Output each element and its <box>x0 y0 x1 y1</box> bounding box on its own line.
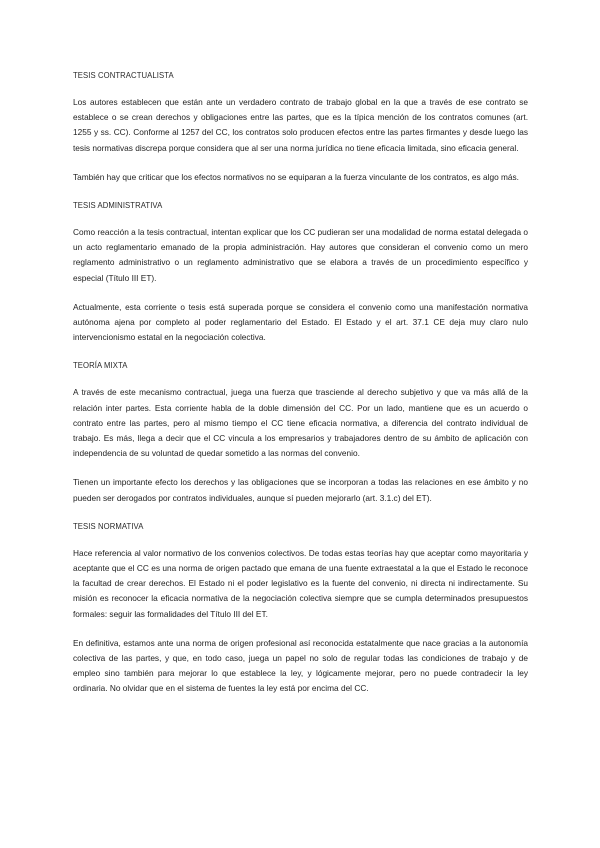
paragraph: Como reacción a la tesis contractual, intentan explicar que los CC pudieran ser una modalidad de norma estatal delegada o un acto reglamentario emanado de la propia administración. Hay autores que consideran el convenio como un mero reglamento administrativo o un reglamento administrativo que se elabora a través de un procedimiento específico y especial (Título III ET). <box>73 227 528 283</box>
paragraph: En definitiva, estamos ante una norma de origen profesional así reconocida estatalmente que nace gracias a la autonomía colectiva de las partes, y que, en todo caso, juega un papel no solo de regular todas las condiciones de trabajo y de empleo sino también para mejorar lo que establece la ley, y lógicamente mejorar, pero no puede contradecir la ley ordinaria. No olvidar que en el sistema de fuentes la ley está por encima del CC. <box>73 637 528 694</box>
paragraph: También hay que criticar que los efectos normativos no se equiparan a la fuerza vinculante de los contratos, es algo más. <box>73 171 519 182</box>
paragraph: Actualmente, esta corriente o tesis está superada porque se considera el convenio como una manifestación normativa autónoma ajena por completo al poder reglamentario del Estado. El Estado y el art. 37.1 CE deja muy claro nulo intervencionismo estatal en la negociación colectiva. <box>73 301 528 343</box>
section-heading: TESIS ADMINISTRATIVA <box>73 200 163 211</box>
paragraph: Tienen un importante efecto los derechos y las obligaciones que se incorporan a todas las relaciones en ese ámbito y no pueden ser derogados por contratos individuales, aunque sí pueden mejorarlo (art. 3.1.c) del ET). <box>73 477 528 503</box>
section-teoria-mixta <box>73 360 528 505</box>
section-heading: TESIS NORMATIVA <box>73 520 144 531</box>
section-tesis-administrativa <box>73 200 528 345</box>
section-heading: TESIS CONTRACTUALISTA <box>73 70 174 80</box>
section-tesis-contractualista <box>73 70 528 185</box>
paragraph: A través de este mecanismo contractual, juega una fuerza que trasciende al derecho subjetivo y que va más allá de la relación inter partes. Esta corriente habla de la doble dimensión del CC. Por un lado, mantiene que es un acuerdo o contrato entre las partes, pero al mismo tiempo el CC tiene eficacia normativa, a diferencia del contrato individual de trabajo. Es más, llega a decir que el CC vincula a los empresarios y trabajadores dentro de su ámbito de aplicación con independencia de su voluntad de quedar sometido a las normas del convenio. <box>73 387 528 459</box>
paragraph: Los autores establecen que están ante un verdadero contrato de trabajo global en la que a través de ese contrato se establece o se crean derechos y obligaciones entre las partes, que es la típica mención de los contratos comunes (art. 1255 y ss. CC). Conforme al 1257 del CC, los contratos solo producen efectos entre las partes firmantes y desde luego las tesis normativas discrepa porque considera que al ser una norma jurídica no tiene eficacia limitada, sino eficacia general. <box>73 97 528 153</box>
document-body <box>73 70 528 697</box>
section-heading: TEORÍA MIXTA <box>73 360 128 371</box>
paragraph: Hace referencia al valor normativo de los convenios colectivos. De todas estas teorías hay que aceptar como mayoritaria y aceptante que el CC es una norma de origen pactado que emana de una fuente extraestatal a la que el Estado le reconoce la facultad de crear derechos. El Estado ni el poder legislativo es la fuente del convenio, ni directa ni indirectamente. Su misión es reconocer la eficacia normativa de la negociación colectiva siempre que se cumpla determinados presupuestos formales: seguir las formalidades del Título III del ET. <box>73 547 528 619</box>
section-tesis-normativa <box>73 521 528 697</box>
